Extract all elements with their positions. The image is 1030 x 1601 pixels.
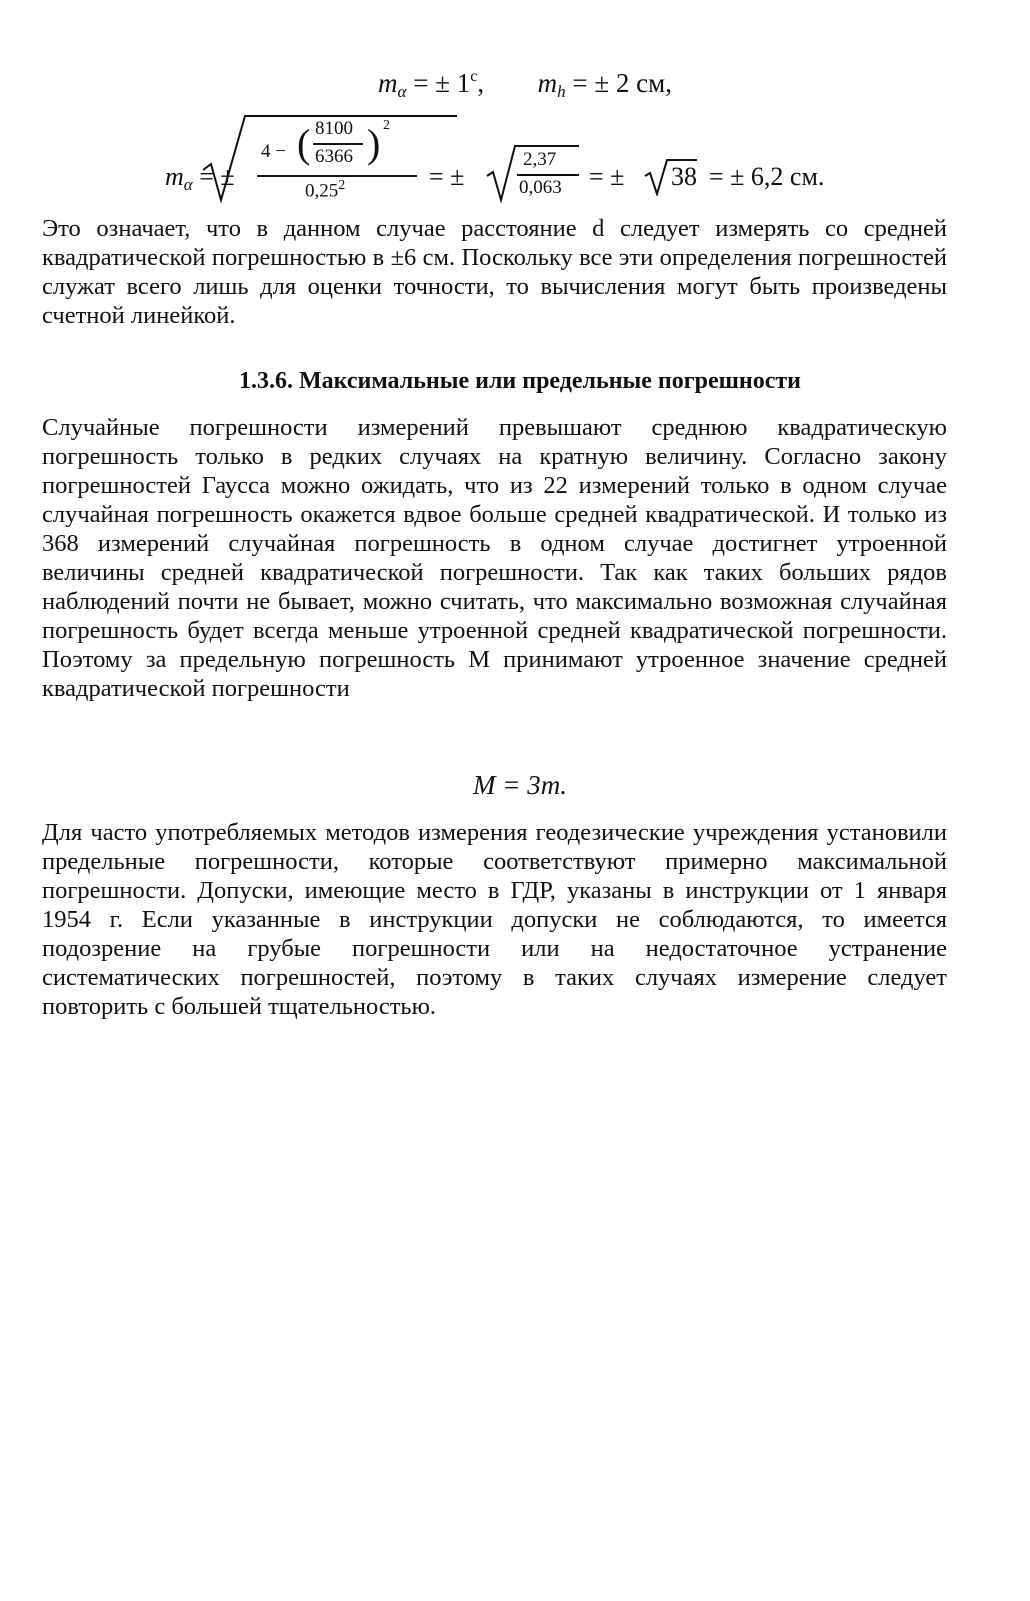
den-square: 2	[338, 178, 346, 193]
formula-errors	[0, 68, 1030, 102]
equals-pm-3: = ±	[589, 162, 625, 191]
h-subscript: h	[557, 82, 566, 101]
paragraph-3: Для часто употребляемых методов измерения геодезические учреждения установили предельные погрешности, которые соответствуют примерно максимальной погрешности. Допуски, имеющие место в ГДР, указаны в инструкции от 1 января 1954 г. Если указанные в инструкции допуски не соблюдаются, то имеется подозрение на грубые погрешности или на недостаточное устранение систематических погрешностей, поэтому в таких случаях измерение следует повторить с большей тщательностью.	[42, 819, 947, 1020]
paren-close: )	[367, 121, 381, 166]
m-h-value: = ± 2 см,	[572, 68, 672, 98]
paragraph-1: Это означает, что в данном случае расстояние d следует измерять со средней квадратической погрешностью в ±6 см. Поскольку все эти определения погрешностей служат всего лишь для оценки точности, то вычисления могут быть произведены счетной линейкой.	[42, 215, 947, 329]
inner-fraction-bar	[313, 143, 363, 145]
root3-value: 38	[671, 162, 697, 191]
section-heading: 1.3.6. Максимальные или предельные погрешности	[238, 368, 802, 394]
inner-square: 2	[383, 118, 390, 133]
inner-numerator: 8100	[315, 118, 353, 139]
paragraph-2: Случайные погрешности измерений превышают среднюю квадратическую погрешность только в редких случаях на кратную величину. Согласно закону погрешностей Гаусса можно ожидать, что из 22 измерений только в одном случае случайная погрешность окажется вдвое больше средней квадратической. И только из 368 измерений случайная погрешность в одном случае достигнет утроенной величины средней квадратической погрешности. Так как таких больших рядов наблюдений почти не бывает, можно считать, что максимально возможная случайная погрешность будет всегда меньше утроенной средней квадратической погрешности. Поэтому за предельную погрешность M принимают утроенное значение средней квадратической погрешности	[42, 414, 947, 702]
inner-four: 4 −	[261, 141, 286, 162]
equals-pm-2: = ±	[429, 162, 465, 191]
lhs-m: m	[165, 162, 184, 191]
frac2-numerator: 2,37	[523, 149, 557, 170]
paren-open: (	[297, 121, 311, 166]
centesimal-mark: c	[470, 68, 478, 85]
comma: ,	[477, 68, 485, 98]
alpha-subscript: α	[397, 82, 407, 101]
inner-denominator: 6366	[315, 146, 353, 167]
m-alpha-symbol: m	[378, 68, 398, 98]
frac2-bar	[517, 174, 579, 176]
lhs-equals-pm: = ±	[199, 162, 235, 191]
lhs-alpha: α	[183, 175, 193, 194]
frac2-denominator: 0,063	[519, 177, 562, 198]
m-h-symbol: m	[537, 68, 558, 98]
formula-m-alpha	[165, 112, 885, 207]
equation-M: M = 3m.	[473, 770, 567, 800]
main-fraction-bar	[257, 175, 417, 177]
m-alpha-value: = ± 1	[413, 68, 471, 98]
formula-result: = ± 6,2 см.	[709, 162, 825, 191]
main-denominator: 0,25	[305, 180, 339, 202]
